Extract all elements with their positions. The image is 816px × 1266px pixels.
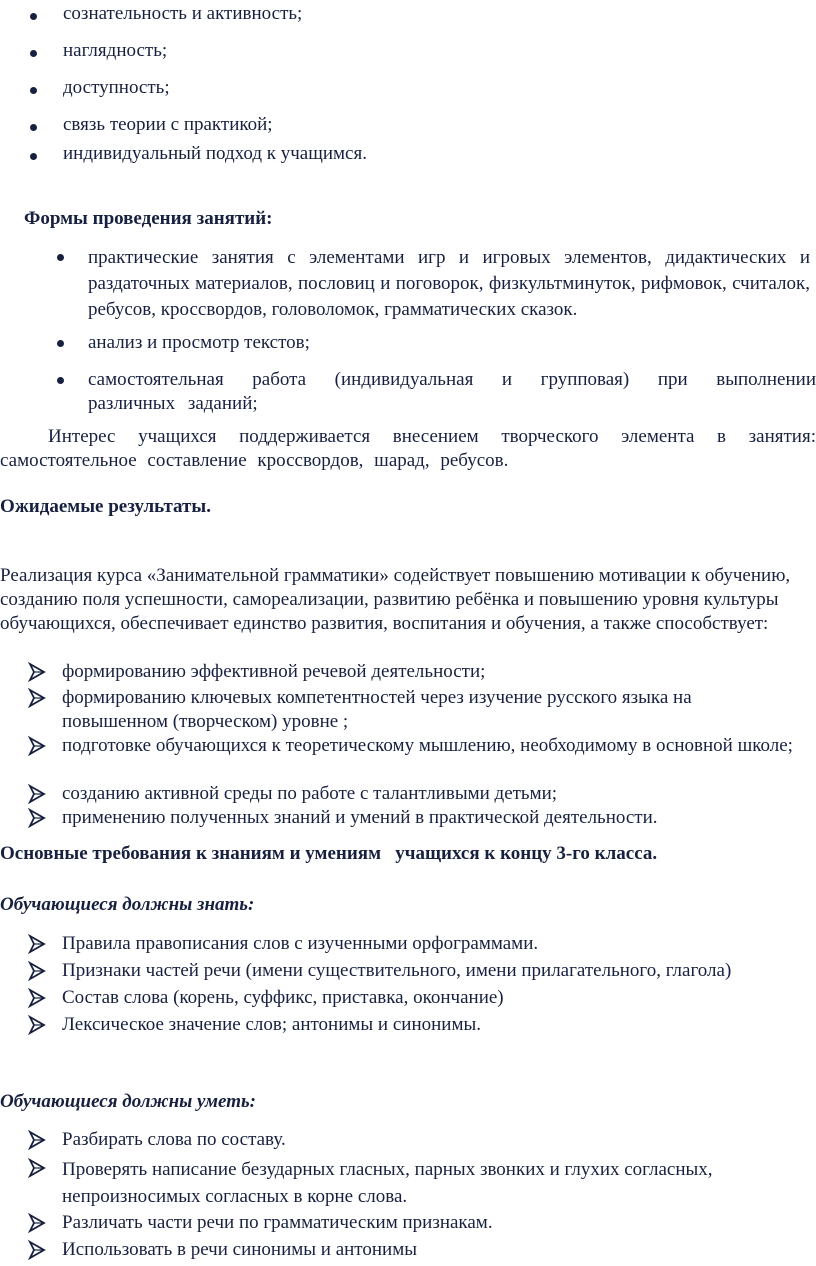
know-item-2: Признаки частей речи (имени существительного, имени прилагательного, глагола): [62, 960, 732, 981]
arrow-bullet-icon: [28, 688, 46, 708]
interest-paragraph: Интерес учащихся поддерживается внесением творческого элемента в занятия: самостоятельное составление кроссвордов, шарад, ребусов.: [0, 426, 816, 471]
bullet-dot-icon: [57, 377, 64, 384]
expected-item-2: формированию ключевых компетентностей через изучение русского языка на повышенном (творческом) уровне ;: [62, 687, 692, 732]
bullet-dot-icon: [30, 87, 37, 94]
arrow-bullet: [28, 959, 48, 983]
able-item-2: Проверять написание безударных гласных, парных звонких и глухих согласных, непроизносимых согласных в корне слова.: [62, 1159, 713, 1207]
requirements-heading: Основные требования к знаниям и умениям учащихся к концу 3-го класса.: [0, 843, 658, 864]
expected-item-3: подготовке обучающихся к теоретическому мышлению, необходимому в основной школе;: [62, 735, 793, 756]
forms-heading: Формы проведения занятий:: [24, 208, 273, 229]
arrow-bullet: [28, 1211, 48, 1235]
arrow-bullet-icon: [28, 662, 46, 682]
know-item-4: Лексическое значение слов; антонимы и синонимы.: [62, 1014, 481, 1035]
arrow-bullet: [28, 660, 48, 684]
list-item-text: сознательность и активность;: [63, 3, 303, 24]
able-item-1: Разбирать слова по составу.: [62, 1129, 286, 1150]
list-item-text: индивидуальный подход к учащимся.: [63, 143, 367, 164]
arrow-bullet: [28, 932, 48, 956]
bullet-dot-icon: [57, 254, 64, 261]
arrow-bullet-icon: [28, 988, 46, 1008]
forms-item-2: анализ и просмотр текстов;: [88, 332, 310, 353]
bullet-dot-icon: [30, 124, 37, 131]
know-heading: Обучающиеся должны знать:: [0, 894, 255, 915]
list-item-text: связь теории с практикой;: [63, 114, 273, 135]
list-item-text: доступность;: [63, 77, 170, 98]
arrow-bullet-icon: [28, 1130, 46, 1150]
bullet-dot-icon: [30, 13, 37, 20]
arrow-bullet-icon: [28, 934, 46, 954]
arrow-bullet: [28, 1013, 48, 1037]
bullet-dot-icon: [30, 50, 37, 57]
arrow-bullet-icon: [28, 784, 46, 804]
able-item-3: Различать части речи по грамматическим признакам.: [62, 1212, 493, 1233]
arrow-bullet-icon: [28, 1240, 46, 1260]
expected-item-4: созданию активной среды по работе с талантливыми детьми;: [62, 783, 558, 804]
arrow-bullet: [28, 1128, 48, 1152]
arrow-bullet-icon: [28, 961, 46, 981]
arrow-bullet-icon: [28, 736, 46, 756]
arrow-bullet: [28, 686, 48, 710]
arrow-bullet: [28, 1238, 48, 1262]
expected-intro: Реализация курса «Занимательной грамматики» содействует повышению мотивации к обучению, созданию поля успешности, самореализации, развитию ребёнка и повышению уровня культуры обучающихся, обеспечивает единство развития, воспитания и обучения, а также способствует:: [0, 565, 791, 634]
forms-item-3: самостоятельная работа (индивидуальная и групповая) при выполнении различных заданий;: [88, 369, 816, 414]
bullet-dot-icon: [30, 153, 37, 160]
forms-item-1: практические занятия с элементами игр и игровых элементов, дидактических и раздаточных материалов, пословиц и поговорок, физкультминуток, рифмовок, считалок, ребусов, кроссвордов, головоломок, грамматических сказок.: [88, 247, 810, 320]
arrow-bullet: [28, 986, 48, 1010]
able-heading: Обучающиеся должны уметь:: [0, 1091, 256, 1112]
know-item-3: Состав слова (корень, суффикс, приставка, окончание): [62, 987, 504, 1008]
able-item-4: Использовать в речи синонимы и антонимы: [62, 1239, 417, 1260]
arrow-bullet: [28, 1156, 48, 1180]
bullet-dot-icon: [57, 340, 64, 347]
list-item-text: наглядность;: [63, 40, 168, 61]
arrow-bullet: [28, 734, 48, 758]
expected-item-1: формированию эффективной речевой деятельности;: [62, 661, 486, 682]
arrow-bullet-icon: [28, 1213, 46, 1233]
expected-item-5: применению полученных знаний и умений в практической деятельности.: [62, 807, 658, 828]
arrow-bullet-icon: [28, 1158, 46, 1178]
arrow-bullet: [28, 782, 48, 806]
expected-heading: Ожидаемые результаты.: [0, 496, 211, 517]
arrow-bullet: [28, 806, 48, 830]
know-item-1: Правила правописания слов с изученными орфограммами.: [62, 933, 539, 954]
arrow-bullet-icon: [28, 1015, 46, 1035]
arrow-bullet-icon: [28, 808, 46, 828]
